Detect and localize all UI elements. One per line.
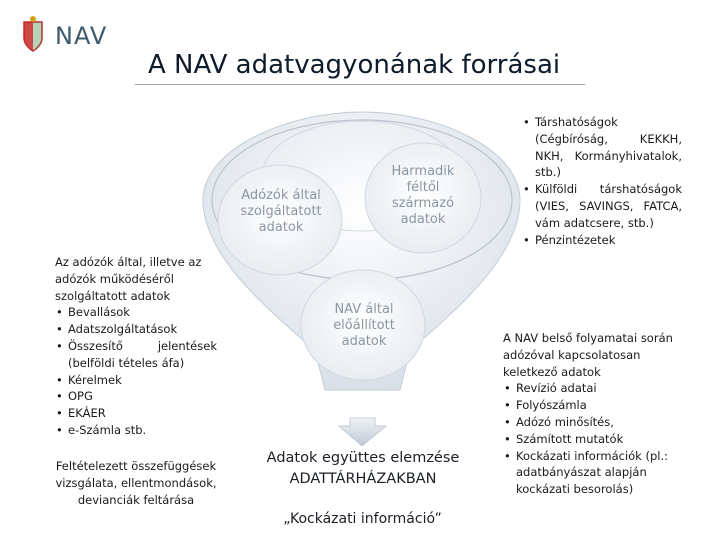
page-title: A NAV adatvagyonának forrásai <box>148 50 561 80</box>
list-item: • Folyószámla <box>516 397 683 414</box>
list-item: • Kérelmek <box>68 372 217 389</box>
logo-text: NAV <box>55 22 108 50</box>
list-item: • Társhatóságok (Cégbíróság, KEKKH, NKH, Kormányhivatalok, stb.) <box>535 114 682 181</box>
right-mid-panel <box>503 330 683 498</box>
list-item: • Összesítő jelentések (belföldi tételes áfa) <box>68 338 217 372</box>
analysis-line-1: Adatok együttes elemzése <box>266 450 460 466</box>
right-mid-intro: A NAV belső folyamatai során adózóval kapcsolatosan keletkező adatok <box>503 331 673 379</box>
list-item: • Bevallások <box>68 304 217 321</box>
bubble-nav-label: NAV által előállított adatok <box>333 302 395 349</box>
bubble-taxpayers-label: Adózók által szolgáltatott adatok <box>240 188 322 235</box>
left-bottom-text: Feltételezett összefüggések vizsgálata, ellentmondások, devianciák feltárása <box>55 459 217 507</box>
list-item: • Revízió adatai <box>516 380 683 397</box>
right-top-panel <box>522 114 682 248</box>
list-item: • EKÁER <box>68 405 217 422</box>
bubble-third-party-label: Harmadik féltől származó adatok <box>391 164 455 227</box>
title-underline <box>135 84 585 85</box>
right-top-list <box>522 114 682 248</box>
right-mid-list <box>503 380 683 498</box>
list-item: • Adózó minősítés, <box>516 414 683 431</box>
list-item: • e-Számla stb. <box>68 422 217 439</box>
list-item: • Adatszolgáltatások <box>68 321 217 338</box>
analysis-text <box>238 448 488 490</box>
analysis-line-2: ADATTÁRHÁZAKBAN <box>289 471 437 487</box>
down-arrow-icon <box>339 418 386 446</box>
left-panel <box>55 254 217 439</box>
left-panel-list <box>55 304 217 438</box>
list-item: • Külföldi társhatóságok (VIES, SAVINGS, FATCA, vám adatcsere, stb.) <box>535 181 682 231</box>
list-item: • Kockázati információk (pl.: adatbányászat alapján kockázati besorolás) <box>516 448 683 498</box>
risk-info-text: „Kockázati információ” <box>283 511 442 527</box>
list-item: • OPG <box>68 388 217 405</box>
list-item: • Pénzintézetek <box>535 232 682 249</box>
list-item: • Számított mutatók <box>516 431 683 448</box>
logo-shield-icon <box>24 16 42 51</box>
left-panel-intro: Az adózók által, illetve az adózók működéséről szolgáltatott adatok <box>55 255 202 303</box>
